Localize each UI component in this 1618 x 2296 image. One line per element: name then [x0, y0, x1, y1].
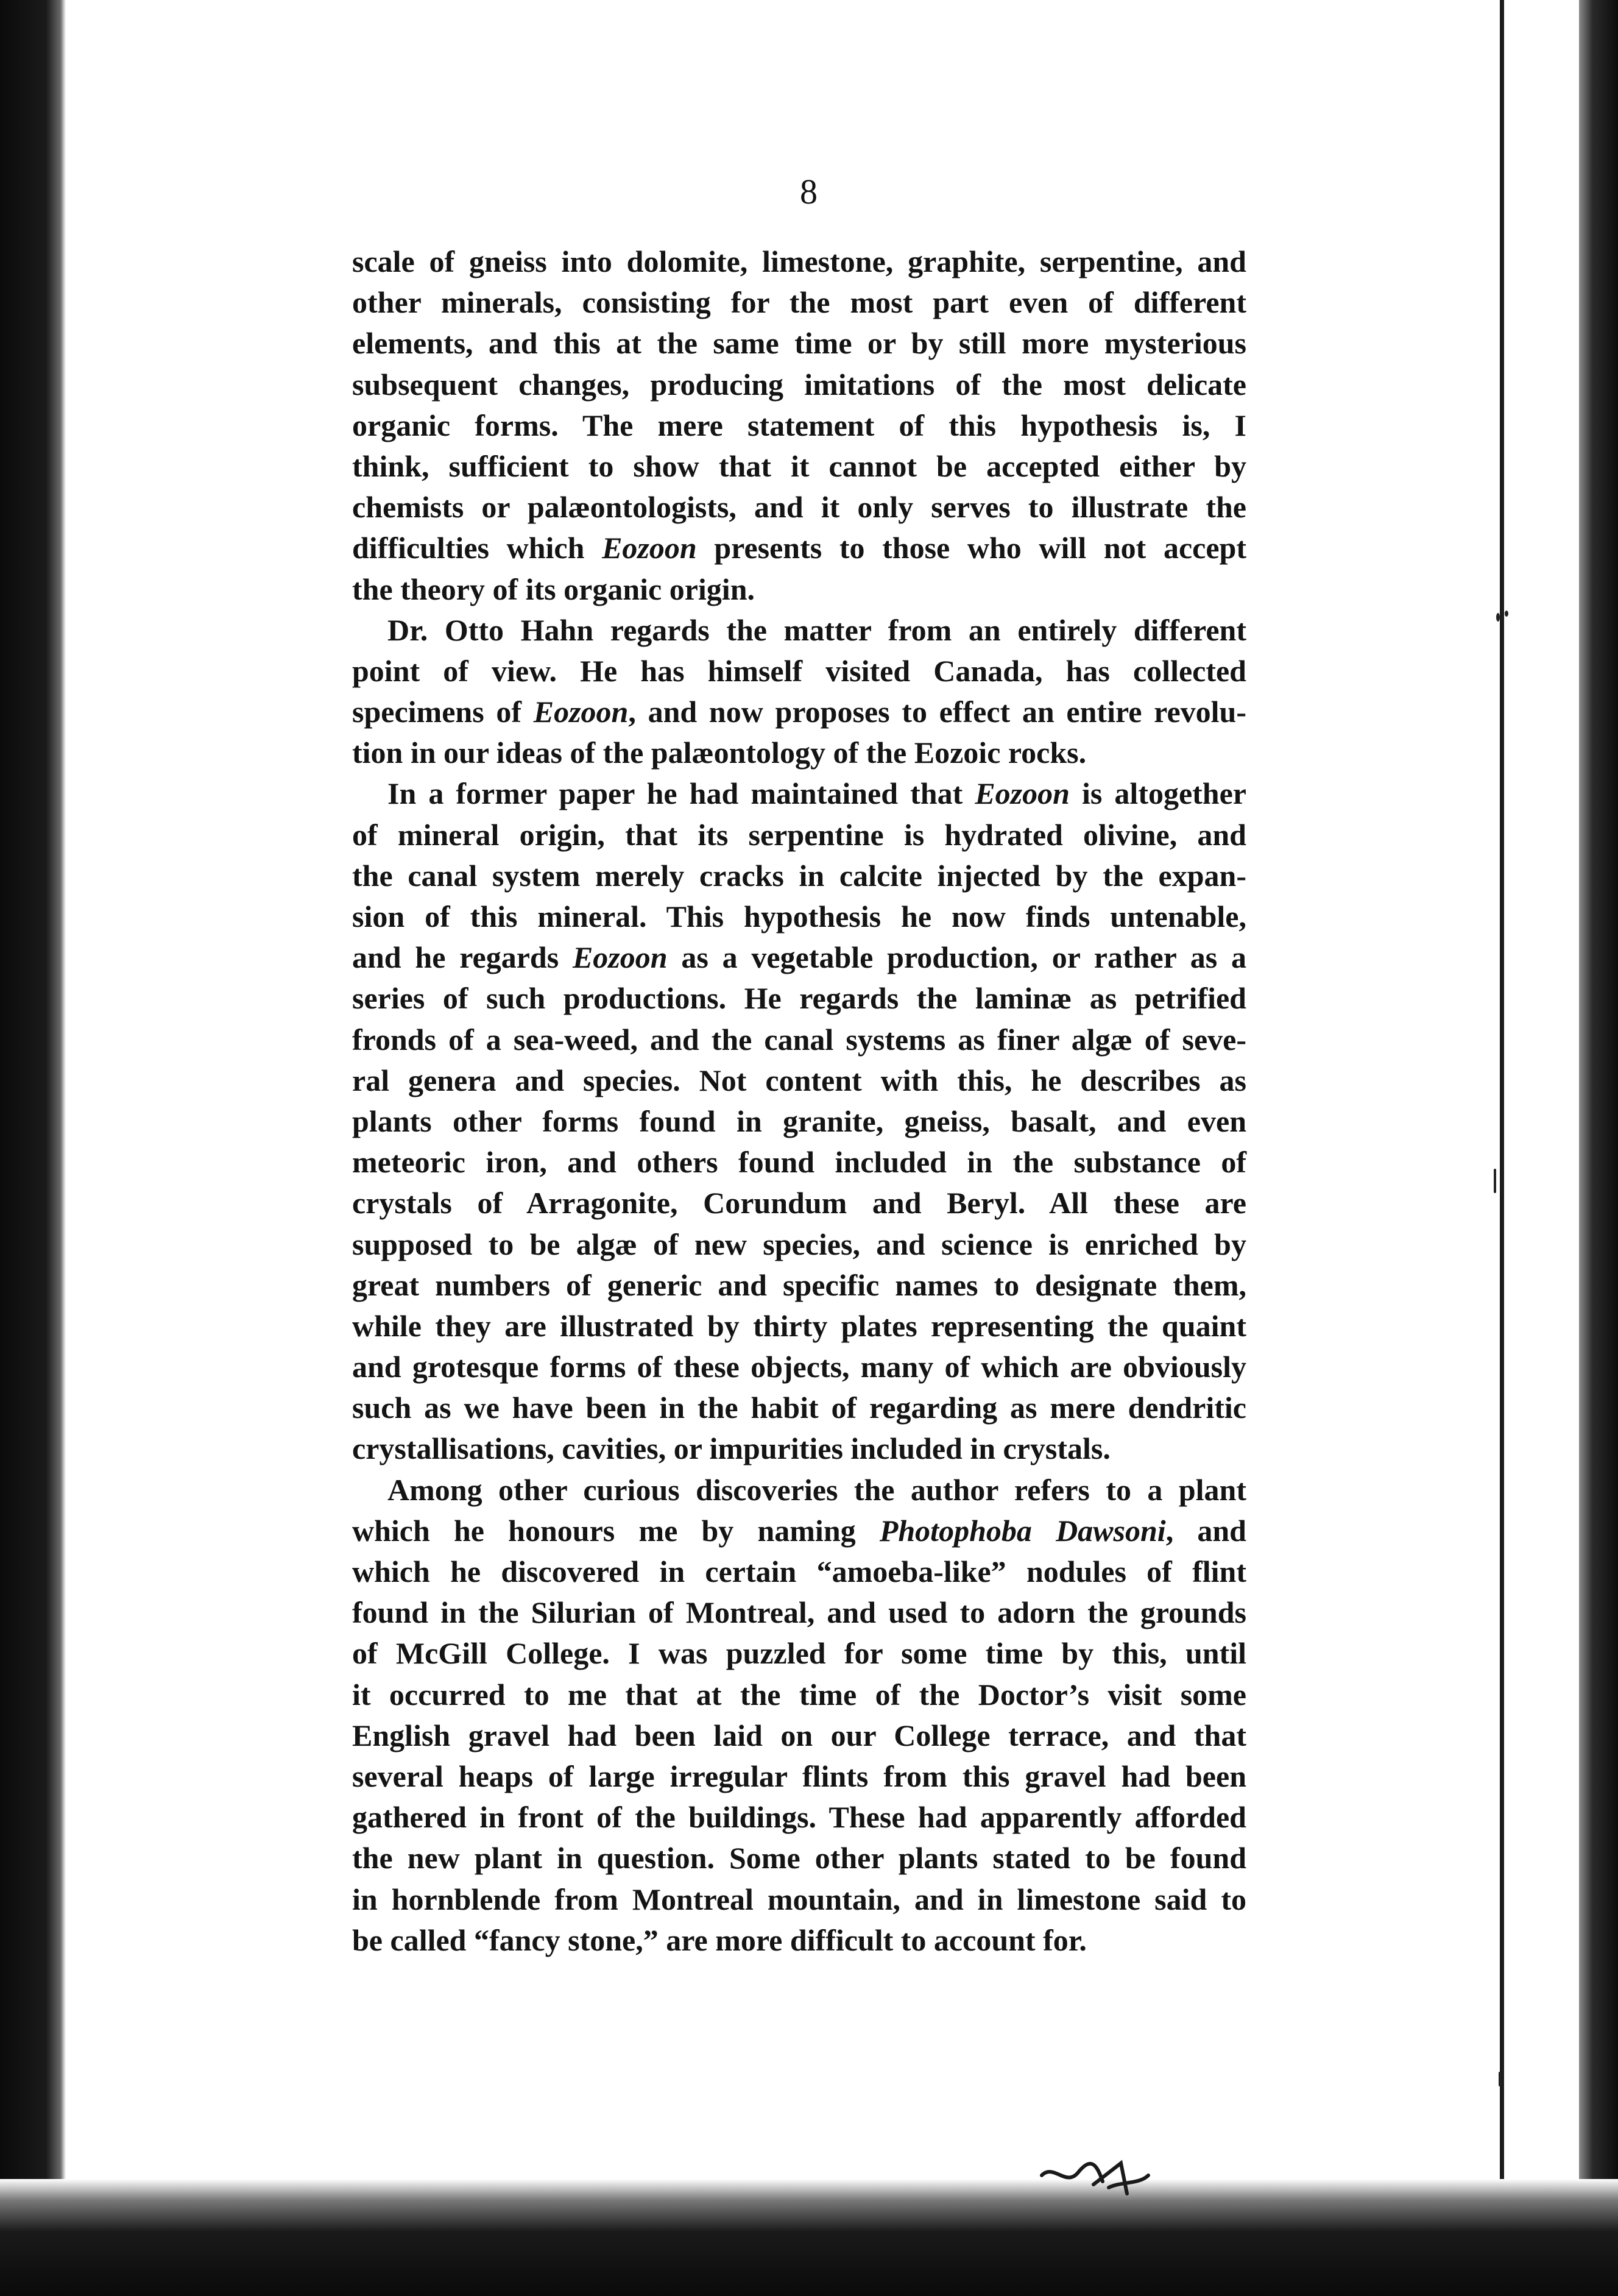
text-line: and grotesque forms of these objects, many of which are obviously: [352, 1350, 1246, 1384]
text-line: other minerals, consisting for the most part even of different: [352, 285, 1246, 320]
text-line: in hornblende from Montreal mountain, and in limestone said to: [352, 1882, 1246, 1916]
text-line: such as we have been in the habit of regarding as mere dendritic: [352, 1391, 1246, 1425]
body-text: [352, 241, 1246, 1961]
text-line: great numbers of generic and specific names to designate them,: [352, 1267, 1246, 1302]
paragraph: [352, 1470, 1246, 1961]
text-line: while they are illustrated by thirty plates representing the quaint: [352, 1308, 1246, 1343]
text-line: fronds of a sea-weed, and the canal systems as finer algæ of seve-: [352, 1022, 1246, 1057]
text-line: ral genera and species. Not content with this, he describes as: [352, 1063, 1246, 1097]
text-line: be called “fancy stone,” are more difficult to account for.: [352, 1922, 1087, 1957]
scan-bottom-border: [0, 2179, 1618, 2296]
text-run: as a vegetable production, or rather as a: [667, 940, 1246, 975]
scan-speck: [1496, 613, 1500, 622]
text-run: specimens of: [352, 695, 534, 729]
italic-term: Eozoon: [602, 531, 697, 565]
text-line: Dr. Otto Hahn regards the matter from an entirely different: [387, 612, 1246, 647]
text-line: scale of gneiss into dolomite, limestone, graphite, serpentine, and: [352, 244, 1246, 278]
text-line: elements, and this at the same time or by still more mysterious: [352, 326, 1246, 361]
text-run: is altogether: [1069, 776, 1246, 811]
text-line: chemists or palæontologists, and it only serves to illustrate the: [352, 490, 1246, 525]
text-line: sion of this mineral. This hypothesis he now finds untenable,: [352, 899, 1246, 934]
text-line: crystals of Arragonite, Corundum and Beryl. All these are: [352, 1186, 1246, 1221]
italic-term: Eozoon: [975, 776, 1070, 811]
italic-term: Eozoon: [533, 695, 629, 729]
text-line: English gravel had been laid on our College terrace, and that: [352, 1718, 1246, 1752]
scan-right-border-line: [1500, 0, 1504, 2181]
text-line: supposed to be algæ of new species, and science is enriched by: [352, 1227, 1246, 1261]
text-line: organic forms. The mere statement of this hypothesis is, I: [352, 408, 1246, 442]
text-line: several heaps of large irregular flints from this gravel had been: [352, 1759, 1246, 1793]
text-line: tion in our ideas of the palæontology of the Eozoic rocks.: [352, 735, 1087, 770]
text-line: of mineral origin, that its serpentine is hydrated olivine, and: [352, 817, 1246, 852]
paragraph: [352, 241, 1246, 610]
scan-speck: [1505, 611, 1508, 617]
text-run: presents to those who will not accept: [696, 531, 1246, 565]
text-line: subsequent changes, producing imitations of the most delicate: [352, 367, 1246, 402]
text-line: crystallisations, cavities, or impurities included in crystals.: [352, 1431, 1111, 1466]
text-line: series of such productions. He regards the laminæ as petrified: [352, 981, 1246, 1016]
page-number: 8: [800, 172, 818, 211]
scan-left-border: [0, 0, 66, 2296]
text-line: [352, 937, 1246, 978]
text-run: , and: [1165, 1513, 1246, 1548]
text-line: [352, 1511, 1246, 1551]
text-run: difficulties which: [352, 531, 602, 565]
text-run: which he honours me by naming: [352, 1513, 880, 1548]
scan-right-border: [1579, 0, 1618, 2296]
scan-speck: [1499, 2072, 1501, 2086]
text-line: [352, 773, 1246, 814]
text-line: Among other curious discoveries the author refers to a plant: [387, 1472, 1246, 1507]
paragraph: [352, 773, 1246, 1469]
text-line: the new plant in question. Some other plants stated to be found: [352, 1841, 1246, 1876]
text-run: , and now proposes to effect an entire revolu-: [628, 695, 1246, 729]
text-line: the theory of its organic origin.: [352, 572, 755, 606]
italic-term: Photophoba Dawsoni: [879, 1513, 1166, 1548]
text-line: gathered in front of the buildings. These had apparently afforded: [352, 1800, 1246, 1835]
italic-term: Eozoon: [572, 940, 668, 975]
handwritten-mark: [1036, 2151, 1157, 2206]
text-line: plants other forms found in granite, gneiss, basalt, and even: [352, 1104, 1246, 1138]
text-line: found in the Silurian of Montreal, and used to adorn the grounds: [352, 1595, 1246, 1630]
text-line: point of view. He has himself visited Canada, has collected: [352, 653, 1246, 688]
text-line: of McGill College. I was puzzled for some time by this, until: [352, 1636, 1246, 1671]
paragraph: [352, 610, 1246, 774]
scan-speck: [1494, 1169, 1496, 1193]
text-line: [352, 692, 1246, 732]
text-run: and he regards: [352, 940, 573, 975]
text-line: think, sufficient to show that it cannot be accepted either by: [352, 448, 1246, 483]
text-line: [352, 528, 1246, 569]
text-run: In a former paper he had maintained that: [387, 776, 975, 811]
text-line: the canal system merely cracks in calcite injected by the expan-: [352, 858, 1246, 893]
text-line: it occurred to me that at the time of the Doctor’s visit some: [352, 1677, 1246, 1712]
text-line: which he discovered in certain “amoeba-like” nodules of flint: [352, 1554, 1246, 1589]
text-line: meteoric iron, and others found included in the substance of: [352, 1145, 1246, 1180]
